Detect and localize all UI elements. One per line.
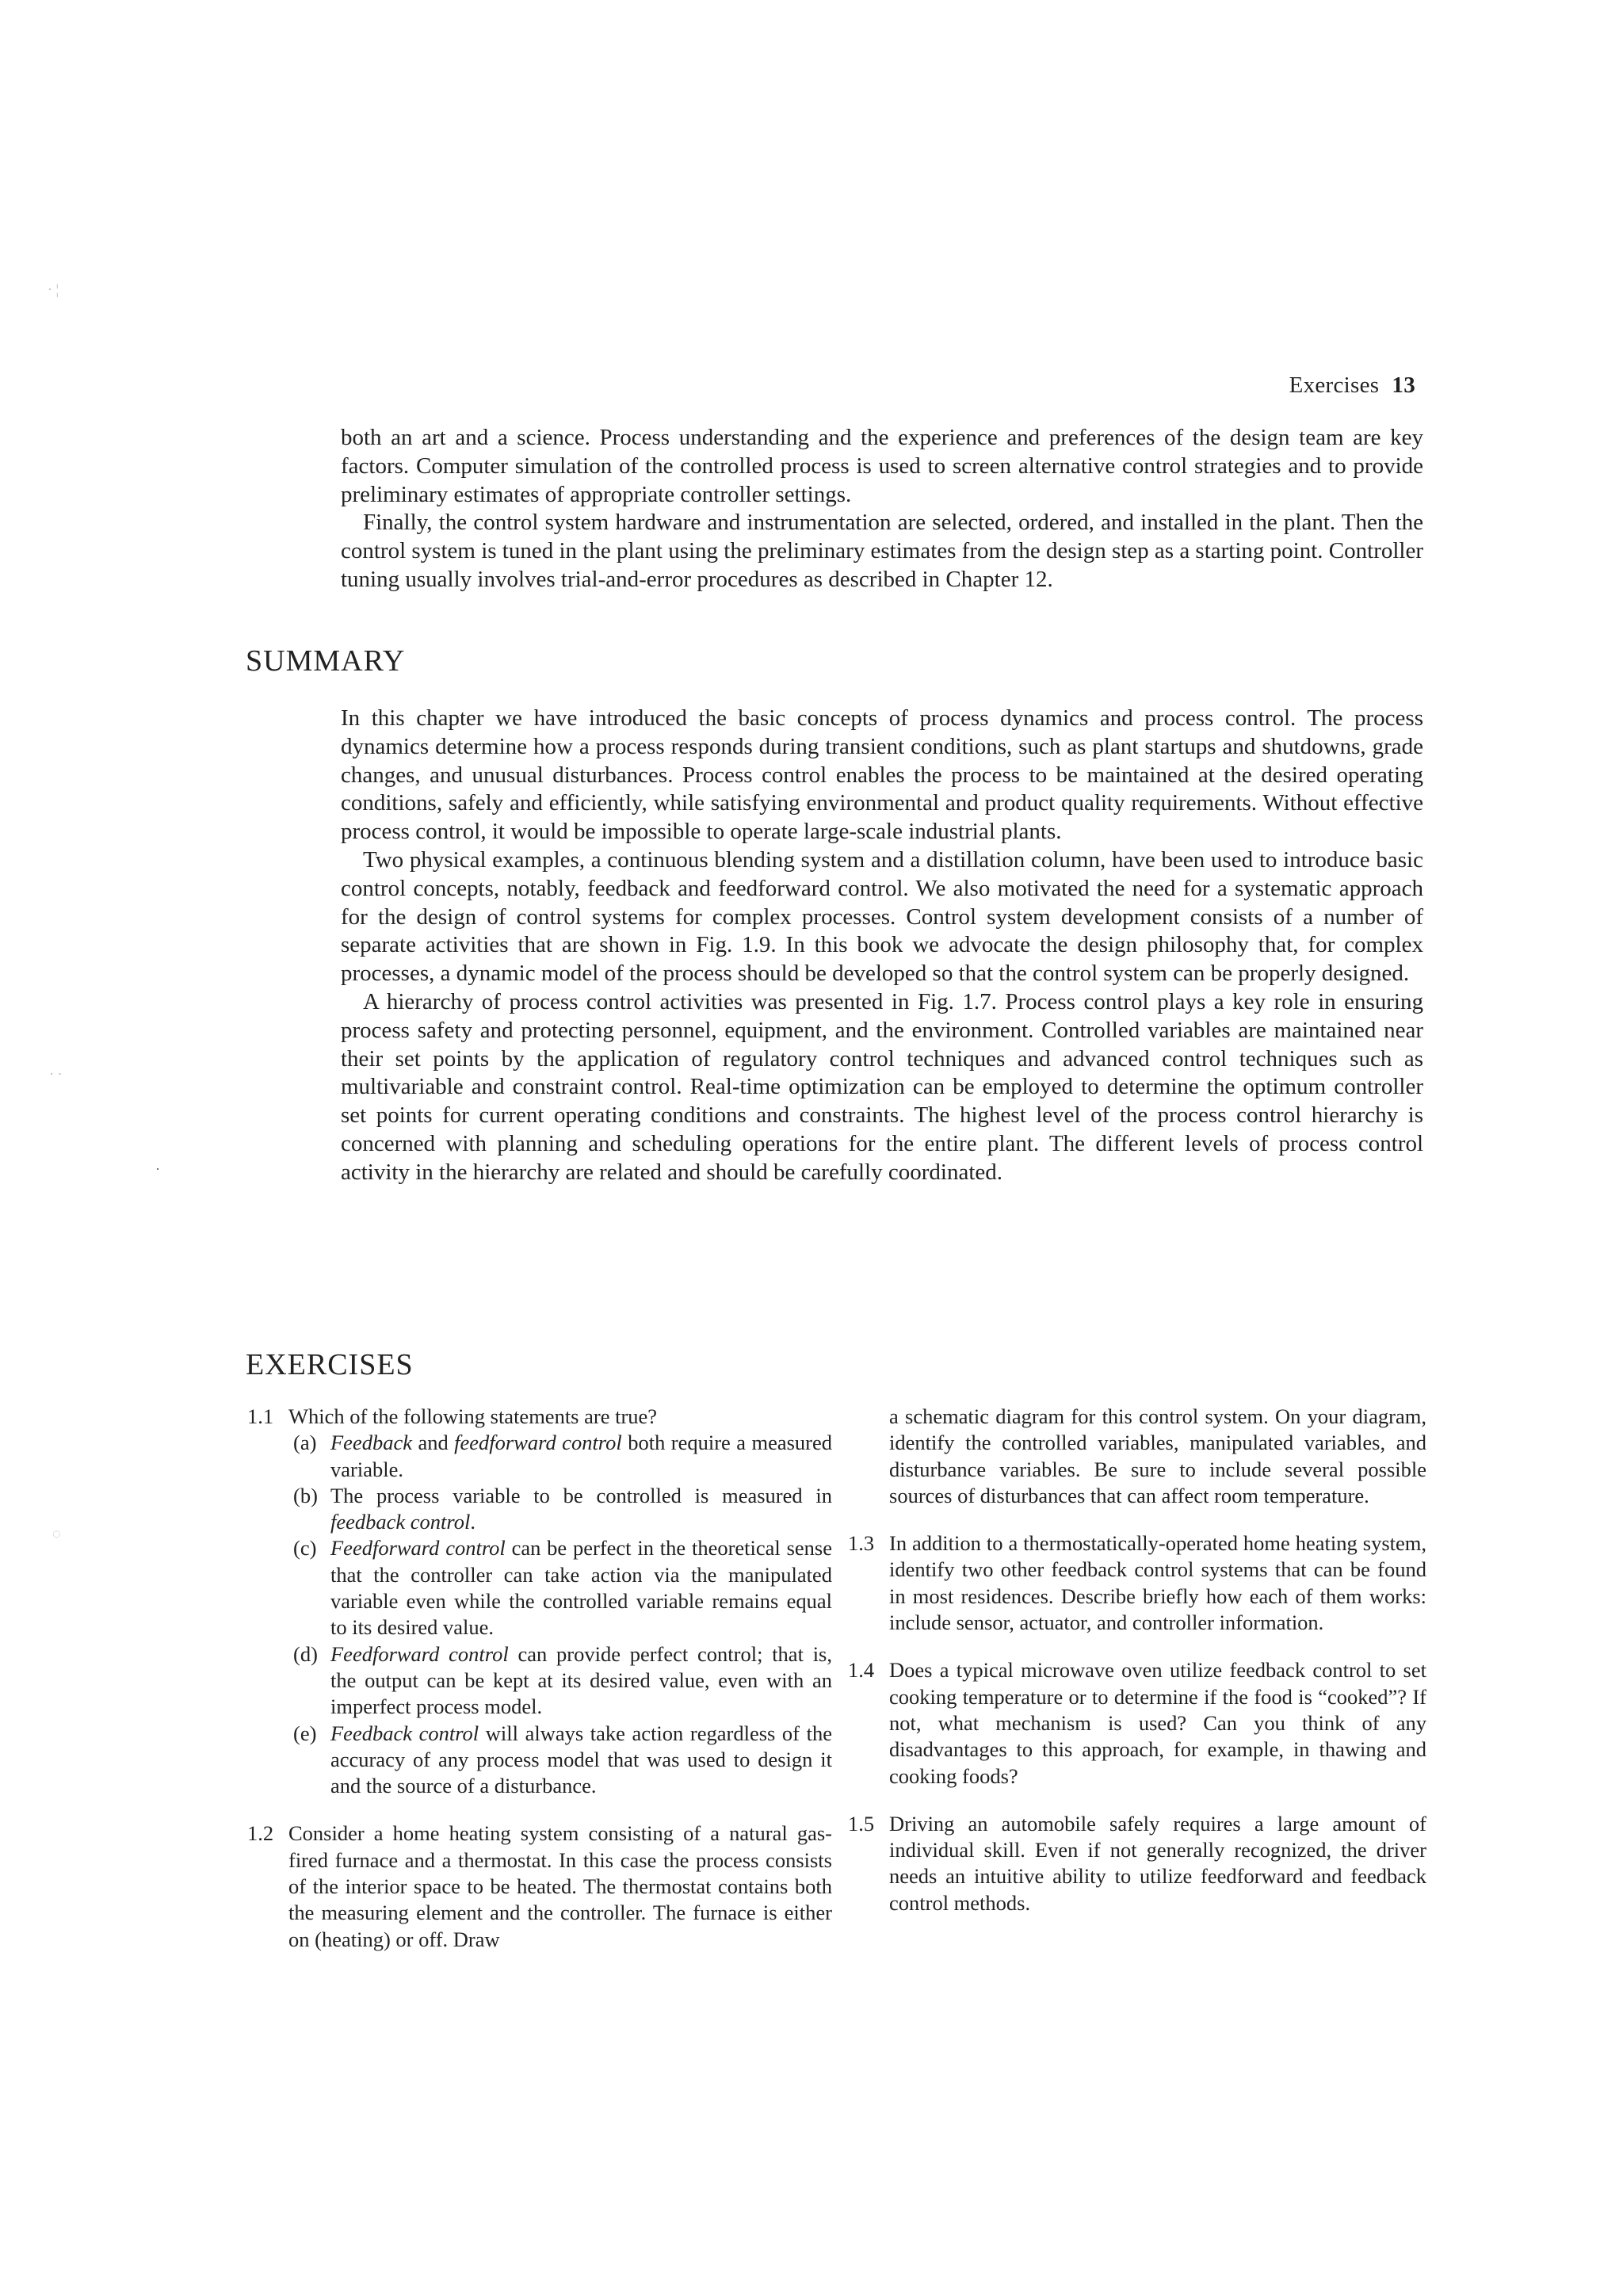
exercise-text: Driving an automobile safely requires a large amount of individual skill. Even if not generally recognized, the driver needs an intuitive ability to utilize feedforward and feedback control methods. bbox=[889, 1811, 1426, 1915]
option-text: and bbox=[412, 1431, 455, 1455]
term: Feedforward control bbox=[330, 1641, 509, 1666]
summary-text bbox=[341, 705, 1423, 1187]
option-label: (e) bbox=[293, 1721, 317, 1745]
scan-mark: ◌ bbox=[52, 1526, 61, 1541]
option-a bbox=[288, 1430, 832, 1483]
option-d bbox=[288, 1641, 832, 1721]
exercises-left-column bbox=[247, 1404, 832, 1974]
option-text: will always take action regardless of the accuracy of any process model that was used to design it and the source of a disturbance. bbox=[330, 1721, 832, 1798]
exercise-number: 1.3 bbox=[848, 1531, 875, 1556]
option-text: both require a measured variable. bbox=[330, 1431, 833, 1481]
exercise-text: Does a typical microwave oven utilize feedback control to set cooking temperature or to determine if the food is “cooked”? If not, what mechanism is used? Can you think of any disadvantages to this approach, for example, in thawing and cooking foods? bbox=[889, 1658, 1426, 1788]
term: Feedback control bbox=[330, 1721, 479, 1745]
option-text: can provide perfect control; that is, the output can be kept at its desired value, even with an imperfect process model. bbox=[330, 1641, 832, 1719]
option-list bbox=[288, 1430, 832, 1799]
option-text: . bbox=[470, 1510, 475, 1534]
summary-paragraph: Two physical examples, a continuous blending system and a distillation column, have been used to introduce basic control concepts, notably, feedback and feedforward control. We also motivated the need for a systematic approach for the design of control systems for complex processes. Control system development consists of a number of separate activities that are shown in Fig. 1.9. In this book we advocate the design philosophy that, for complex processes, a dynamic model of the process should be developed so that the control system can be properly designed. bbox=[341, 846, 1423, 987]
option-label: (a) bbox=[293, 1431, 317, 1455]
exercise-number: 1.2 bbox=[247, 1821, 274, 1846]
option-label: (d) bbox=[293, 1641, 318, 1666]
running-header bbox=[1289, 372, 1415, 399]
summary-paragraph: A hierarchy of process control activities was presented in Fig. 1.7. Process control plays a key role in ensuring process safety and protecting personnel, equipment, and the environment. Controlled variables are maintained near their set points by the application of regulatory control techniques and advanced control techniques such as multivariable and constraint control. Real-time optimization can be employed to determine the optimum controller set points for current operating conditions and constraints. The highest level of the process control hierarchy is concerned with planning and scheduling operations for the entire plant. The different levels of process control activity in the hierarchy are related and should be carefully coordinated. bbox=[341, 988, 1423, 1185]
summary-paragraph: In this chapter we have introduced the basic concepts of process dynamics and process control. The process dynamics determine how a process responds during transient conditions, such as plant startups and shutdowns, grade changes, and unusual disturbances. Process control enables the process to be maintained at the desired operating conditions, safely and efficiently, while satisfying environmental and product quality requirements. Without effective process control, it would be impossible to operate large-scale industrial plants. bbox=[341, 705, 1423, 845]
page-number: 13 bbox=[1392, 372, 1415, 398]
summary-heading: SUMMARY bbox=[246, 644, 406, 678]
option-c bbox=[288, 1535, 832, 1641]
exercise-text: In addition to a thermostatically-operated home heating system, identify two other feedback control systems that can be found in most residences. Describe briefly how each of them works: include sensor, actuator, and controller information. bbox=[889, 1531, 1426, 1635]
intro-paragraph: both an art and a science. Process understanding and the experience and preferences of the design team are key factors. Computer simulation of the controlled process is used to screen alternative control strategies and to provide preliminary estimates of appropriate controller settings. bbox=[341, 425, 1423, 507]
exercise-text: Consider a home heating system consisting of a natural gas-fired furnace and a thermostat. In this case the process consists of the interior space to be heated. The thermostat contains both the measuring element and the controller. The furnace is either on (heating) or off. Draw bbox=[288, 1821, 832, 1951]
exercise-1-4 bbox=[848, 1657, 1426, 1789]
exercise-text: Which of the following statements are true? bbox=[288, 1404, 658, 1428]
exercise-1-2-continuation: a schematic diagram for this control system. On your diagram, identify the controlled variables, manipulated variables, and disturbance variables. Be sure to include several possible sources of disturbances that can affect room temperature. bbox=[889, 1404, 1426, 1507]
exercise-number: 1.4 bbox=[848, 1658, 875, 1683]
scan-mark: · · bbox=[49, 1066, 63, 1082]
exercise-1-1 bbox=[247, 1404, 832, 1799]
option-text: The process variable to be controlled is measured in bbox=[330, 1483, 832, 1507]
exercise-1-2 bbox=[247, 1820, 832, 1952]
exercise-number: 1.1 bbox=[247, 1404, 274, 1428]
term: Feedforward control bbox=[330, 1536, 506, 1561]
option-text: can be perfect in the theoretical sense that the controller can take action via the manipulated variable even while the controlled variable remains equal to its desired value. bbox=[330, 1536, 832, 1640]
exercises-heading: EXERCISES bbox=[246, 1348, 414, 1381]
intro-paragraph: Finally, the control system hardware and instrumentation are selected, ordered, and installed in the plant. Then the control system is tuned in the plant using the preliminary estimates from the design step as a starting point. Controller tuning usually involves trial-and-error procedures as described in Chapter 12. bbox=[341, 510, 1423, 592]
intro-text bbox=[341, 424, 1423, 594]
exercises-right-column bbox=[848, 1404, 1426, 1938]
exercise-1-3 bbox=[848, 1530, 1426, 1636]
scan-mark: · ¦ bbox=[48, 281, 59, 297]
option-b bbox=[288, 1483, 832, 1536]
option-label: (b) bbox=[293, 1483, 318, 1507]
term: Feedback bbox=[330, 1431, 412, 1455]
option-label: (c) bbox=[293, 1536, 317, 1561]
option-e bbox=[288, 1721, 832, 1800]
scan-dot: · bbox=[155, 1161, 160, 1177]
term: feedforward control bbox=[454, 1431, 622, 1455]
term: feedback control bbox=[330, 1510, 471, 1534]
exercise-number: 1.5 bbox=[848, 1811, 875, 1836]
header-title: Exercises bbox=[1289, 372, 1380, 398]
exercise-1-5 bbox=[848, 1811, 1426, 1916]
